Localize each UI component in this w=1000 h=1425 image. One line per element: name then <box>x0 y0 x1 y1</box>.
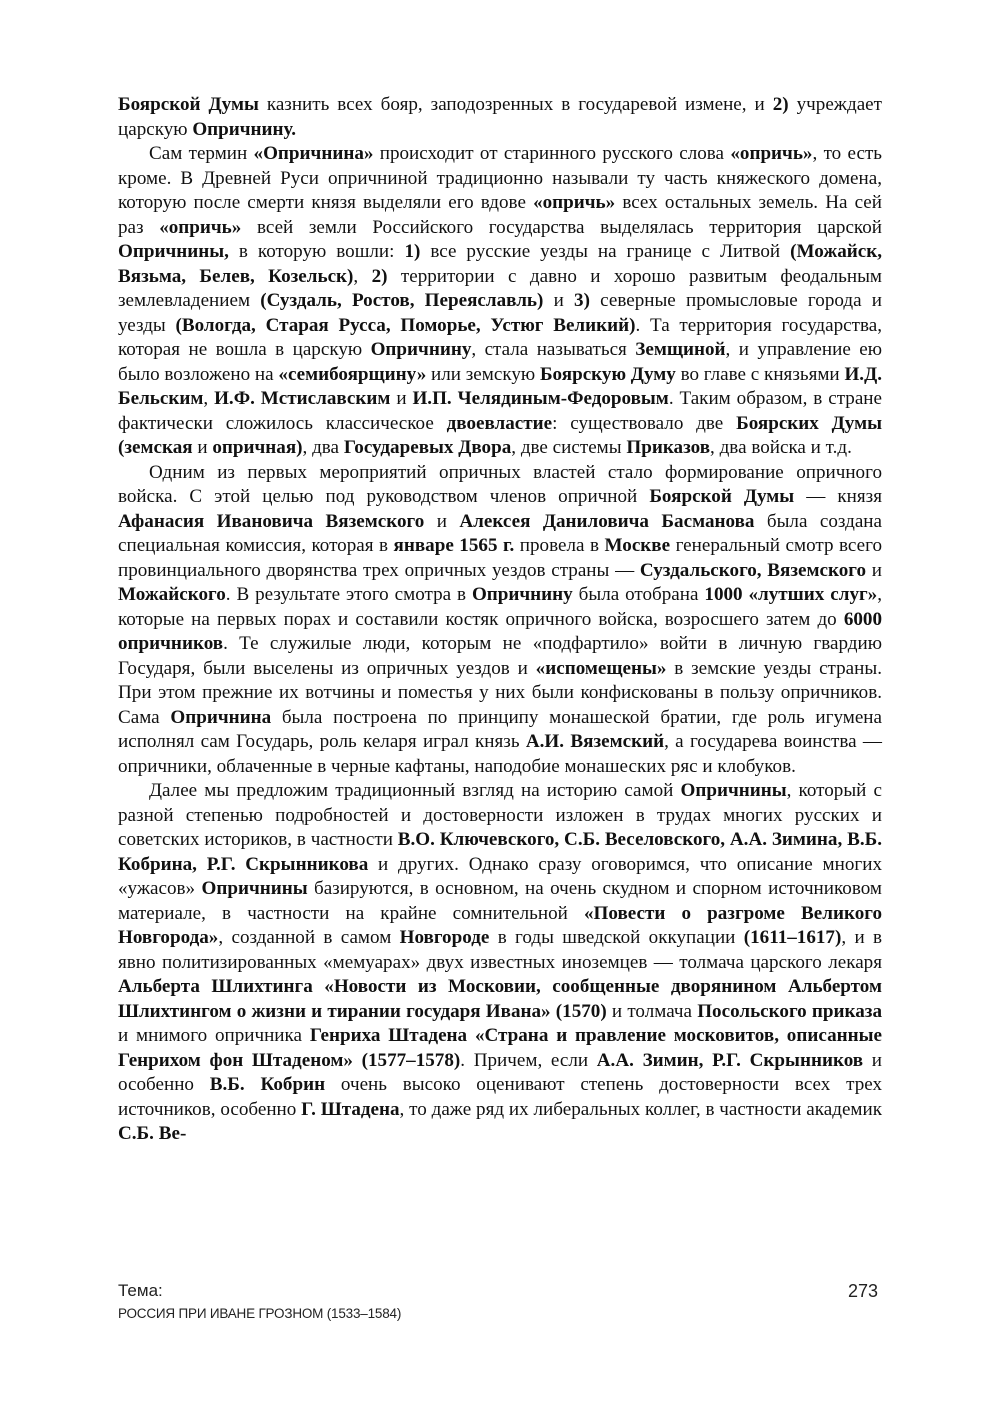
bold-text-run: Государевых Двора <box>343 437 512 458</box>
bold-text-run: Москве <box>604 535 671 556</box>
text-run: происходит от старинного русского слова <box>373 143 731 164</box>
bold-text-run: Земщиной <box>635 339 726 360</box>
text-run: , и в явно политизированных «мемуарах» двух известных иноземцев — толмача царского лекаря <box>118 927 883 973</box>
bold-text-run: В.О. Ключевского, С.Б. Веселовского, А.А. Зимина, В.Б. Кобрина, Р.Г. Скрынникова <box>118 829 882 875</box>
paragraph-3 <box>118 461 882 780</box>
text-run: казнить всех бояр, заподозренных в государевой измене, и <box>258 94 773 115</box>
text-run: , который с разной степенью подробностей и достоверности изложен в трудах многих русских и советских историков, в частности <box>118 780 882 850</box>
text-run: , которые на первых порах и составили костяк опричного войска, возросшего затем до <box>118 584 882 630</box>
bold-text-run: (Можайск, Вязьма, Белев, Козельск) <box>118 241 882 287</box>
bold-text-run: И.Д. Бельским <box>118 363 882 409</box>
paragraph-2 <box>118 142 882 461</box>
bold-text-run: 2) <box>371 265 388 287</box>
text-run: — князя <box>794 486 882 507</box>
bold-text-run: 2) <box>772 94 789 115</box>
paragraph-4 <box>118 779 882 1147</box>
bold-text-run: 1) <box>404 241 421 262</box>
bold-text-run: Альберта Шлихтинга «Новости из Московии, сообщенные дворянином Альбертом Шлихтингом о жизни и тирании государя Ивана» (1570) <box>118 976 882 1022</box>
bold-text-run: Боярских Думы (земская <box>118 412 883 458</box>
topic-title: РОССИЯ ПРИ ИВАНЕ ГРОЗНОМ (1533–1584) <box>118 1306 402 1321</box>
text-run: северные промысловые города и уезды <box>118 290 882 336</box>
page-number: 273 <box>847 1281 878 1301</box>
bold-text-run: Суздальского, Вяземского <box>639 559 867 581</box>
text-run: в которую вошли: <box>228 241 405 262</box>
text-run: , а государева воинства — опричники, облаченные в черные кафтаны, наподобие монашеских ряс и клобуков. <box>118 731 882 777</box>
text-run: базируются, в основном, на очень скудном и спорном источниковом материале, в частности на крайне сомнительной <box>118 878 882 924</box>
bold-text-run: Новгороде <box>399 927 490 948</box>
paragraph-1 <box>118 93 882 142</box>
bold-text-run: «семибоярщину» <box>278 363 427 385</box>
bold-text-run: январе 1565 г. <box>393 535 515 556</box>
text-run: Сам термин <box>149 143 254 164</box>
bold-text-run: 1000 «лутших слуг» <box>704 584 878 605</box>
bold-text-run: Генриха Штадена «Страна и правление московитов, описанные Генрихом фон Штаденом» (1577–1578) <box>118 1025 882 1071</box>
bold-text-run: опричная) <box>212 437 303 458</box>
bold-text-run: «Повести о разгроме Великого Новгорода» <box>118 902 882 948</box>
text-run: и других. Однако сразу оговоримся, что описание многих «ужасов» <box>118 853 882 899</box>
bold-text-run: 6000 опричников <box>118 608 882 654</box>
bold-text-run: И.Ф. Мстиславским <box>214 388 391 409</box>
text-run: : существовало две <box>552 412 737 434</box>
text-run: была построена по принципу монашеской братии, где роль игумена исполнял сам Государь, роль келаря играл князь <box>118 706 882 752</box>
text-run: очень высоко оценивают степень достоверности всех трех источников, особенно <box>118 1074 883 1120</box>
text-run: всех остальных земель. На сей раз <box>118 192 882 238</box>
bold-text-run: С.Б. Ве- <box>118 1123 187 1144</box>
text-run: в земские уезды страны. При этом прежние их вотчины и поместья у них были конфискованы в пользу опричников. Сама <box>118 657 882 728</box>
bold-text-run: (Вологда, Старая Русса, Поморье, Устюг Великий) <box>175 314 636 336</box>
text-run: , два войска и т.д. <box>710 437 852 458</box>
text-run: была отобрана <box>572 584 705 605</box>
bold-text-run: Приказов <box>626 437 711 458</box>
bold-text-run: Боярской Думы <box>118 94 259 115</box>
text-run: , две системы <box>511 437 627 458</box>
bold-text-run: Опричнину <box>471 584 573 605</box>
text-run: и <box>390 388 413 409</box>
text-run: всей земли Российского государства выделялась территория царской <box>241 216 882 238</box>
text-run: . Причем, если <box>460 1049 597 1071</box>
text-run: и <box>192 437 213 458</box>
bold-text-run: «испомещены» <box>535 657 667 679</box>
bold-text-run: Афанасия Ивановича Вяземского <box>118 510 425 532</box>
bold-text-run: Г. Штадена <box>301 1098 400 1120</box>
bold-text-run: Опричнины <box>680 780 787 801</box>
text-run: генеральный смотр всего провинциального дворянства трех опричных уездов страны — <box>118 535 882 581</box>
text-run: , то есть кроме. В Древней Руси опричниной традиционно называли ту часть княжеского домена, которую после смерти князя выделяли его вдове <box>118 143 883 213</box>
page-body <box>118 93 882 1147</box>
text-run: , два <box>302 437 344 458</box>
text-run: и <box>543 290 575 311</box>
bold-text-run: Боярской Думы <box>649 486 795 507</box>
topic-label: Тема: <box>118 1281 163 1300</box>
text-run: или земскую <box>426 363 540 385</box>
bold-text-run: Опричнину. <box>192 118 296 140</box>
bold-text-run: Алексея Даниловича Басманова <box>459 510 755 532</box>
text-run: , <box>353 265 372 287</box>
bold-text-run: Опричнина <box>170 706 272 728</box>
text-run: , стала называться <box>471 339 636 360</box>
text-run: и толмача <box>606 1000 698 1022</box>
bold-text-run: И.П. Челядиным-Федоровым <box>412 388 669 409</box>
text-run: . В результате этого смотра в <box>225 584 472 605</box>
text-run: территории с давно и хорошо развитым феодальным землевладением <box>118 265 882 311</box>
bold-text-run: Можайского <box>118 584 226 605</box>
bold-text-run: В.Б. Кобрин <box>209 1074 326 1095</box>
text-run: , и управление ею было возложено на <box>118 339 882 385</box>
text-run: . Те служилые люди, которым не «подфартило» войти в личную гвардию Государя, были выселены из опричных уездов и <box>118 633 882 679</box>
text-run: во главе с князьями <box>675 363 845 385</box>
bold-text-run: Опричнины <box>201 878 308 899</box>
bold-text-run: Боярскую Думу <box>539 363 676 385</box>
bold-text-run: двоевластие <box>446 412 553 434</box>
bold-text-run: «опричь» <box>159 216 242 238</box>
text-run: была создана специальная комиссия, которая в <box>118 510 882 556</box>
text-run: и <box>424 510 460 532</box>
bold-text-run: А.А. Зимин, Р.Г. Скрынников <box>596 1049 864 1071</box>
text-run: , созданной в самом <box>218 927 400 948</box>
text-run: , <box>203 388 215 409</box>
bold-text-run: Опричнину <box>370 339 472 360</box>
text-run: учреждает царскую <box>118 94 882 140</box>
bold-text-run: (1611–1617) <box>743 927 842 948</box>
text-run: все русские уезды на границе с Литвой <box>420 241 791 262</box>
bold-text-run: Опричнины, <box>118 241 229 262</box>
bold-text-run: 3) <box>574 290 590 311</box>
bold-text-run: «опричь» <box>533 192 616 213</box>
bold-text-run: (Суздаль, Ростов, Переяславль) <box>260 290 544 311</box>
text-run: . Та территория государства, которая не вошла в царскую <box>118 314 882 360</box>
bold-text-run: «Опричнина» <box>253 143 374 164</box>
text-run: , то даже ряд их либеральных коллег, в частности академик <box>399 1098 882 1120</box>
text-run: и особенно <box>118 1049 882 1095</box>
text-run: . Таким образом, в стране фактически сложилось классическое <box>118 388 882 434</box>
text-run: и <box>866 559 882 581</box>
text-run: провела в <box>514 535 605 556</box>
bold-text-run: А.И. Вяземский <box>525 731 665 752</box>
bold-text-run: Посольского приказа <box>697 1000 882 1022</box>
text-run: и мнимого опричника <box>118 1025 310 1046</box>
text-run: Одним из первых мероприятий опричных властей стало формирование опричного войска. С этой целью под руководством членов опричной <box>118 461 882 507</box>
bold-text-run: «опричь» <box>730 143 813 164</box>
text-run: Далее мы предложим традиционный взгляд на историю самой <box>149 780 681 801</box>
text-run: в годы шведской оккупации <box>489 927 744 948</box>
